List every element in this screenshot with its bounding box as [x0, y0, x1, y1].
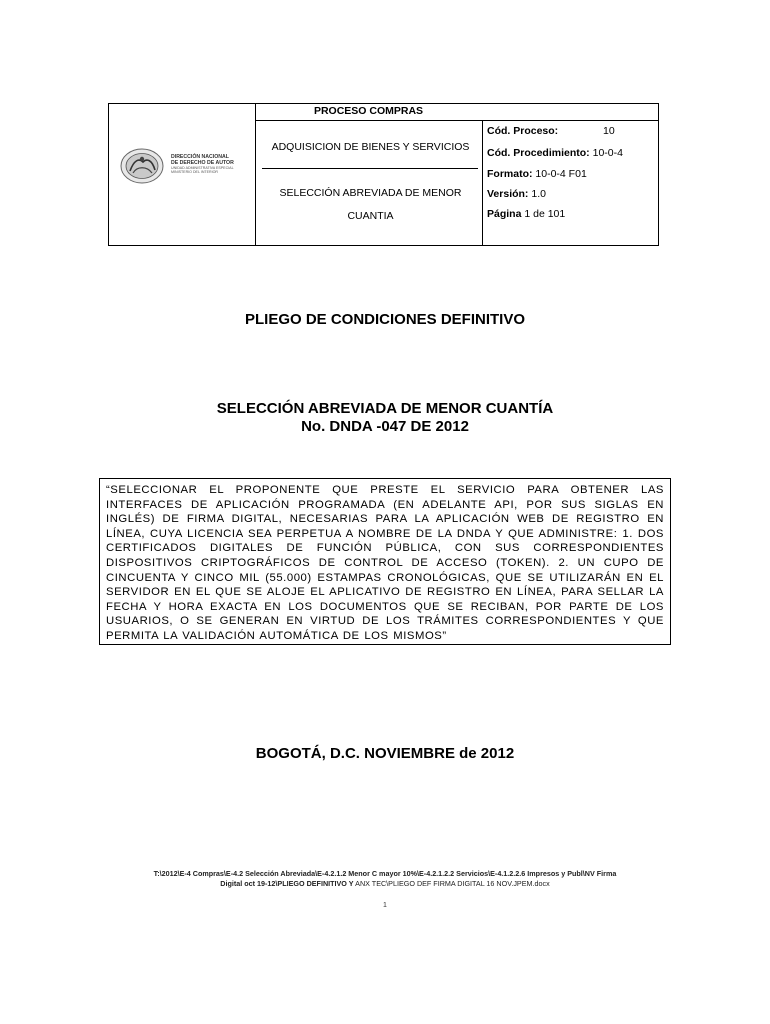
- version: [487, 188, 546, 200]
- version-label: Versión:: [487, 188, 529, 200]
- dnda-logo: [119, 146, 251, 188]
- place-date: BOGOTÁ, D.C. NOVIEMBRE de 2012: [255, 745, 515, 762]
- formato-value: 10-0-4 F01: [532, 168, 587, 180]
- document-title: PLIEGO DE CONDICIONES DEFINITIVO: [244, 311, 526, 328]
- subtitle-line-1: SELECCIÓN ABREVIADA DE MENOR CUANTÍA: [216, 400, 554, 417]
- pagina-value: 1 de 101: [521, 208, 566, 220]
- pagina: [487, 208, 565, 220]
- formato: [487, 168, 587, 180]
- formato-label: Formato:: [487, 168, 533, 180]
- procedure-name: [259, 182, 482, 228]
- version-value: 1.0: [528, 188, 546, 200]
- procedure-line-2: CUANTIA: [347, 210, 394, 222]
- file-path-footer: [100, 869, 670, 889]
- logo-line-1: DIRECCIÓN NACIONAL: [171, 154, 229, 160]
- cod-proceso-value: 10: [603, 125, 615, 137]
- page-number: 1: [383, 902, 387, 909]
- cod-procedimiento-value: 10-0-4: [589, 147, 623, 159]
- cod-procedimiento-label: Cód. Procedimiento:: [487, 147, 590, 159]
- header-table: [108, 103, 659, 246]
- footer-path-line-1: T:\2012\E-4 Compras\E-4.2 Selección Abreviada\E-4.2.1.2 Menor C mayor 10%\E-4.2.1.2.2 Servicios\E-4.1.2.2.6 Impresos y Publ\NV Firma: [153, 869, 617, 878]
- logo-line-2: DE DERECHO DE AUTOR: [171, 160, 234, 166]
- dnda-emblem-icon: [119, 146, 167, 186]
- logo-line-4: MINISTERIO DEL INTERIOR: [171, 170, 218, 174]
- document-subtitle: [0, 400, 770, 436]
- footer-path-line-2-bold: Digital oct 19-12\PLIEGO DEFINITIVO Y: [220, 879, 354, 888]
- object-box: [99, 478, 671, 645]
- subtitle-line-2: No. DNDA -047 DE 2012: [301, 418, 469, 435]
- cod-procedimiento: [487, 147, 623, 159]
- procedure-line-1: SELECCIÓN ABREVIADA DE MENOR: [279, 187, 462, 199]
- cod-proceso-label: Cód. Proceso:: [487, 125, 559, 137]
- subprocess-name: ADQUISICION DE BIENES Y SERVICIOS: [271, 141, 470, 153]
- object-text: “SELECCIONAR EL PROPONENTE QUE PRESTE EL SERVICIO PARA OBTENER LAS INTERFACES DE APLICACIÓN PROGRAMADA (EN ADELANTE API, POR SUS SIGLAS EN INGLÉS) DE FIRMA DIGITAL, NECESARIAS PARA LA APLICACIÓN WEB DE REGISTRO EN LÍNEA, CUYA LICENCIA SEA PERPETUA A NOMBRE DE LA DNDA Y QUE ADMINISTRE: 1. DOS CERTIFICADOS DIGITALES DE FUNCIÓN PÚBLICA, CON SUS CORRESPONDIENTES DISPOSITIVOS CRIPTOGRÁFICOS DE CONTROL DE ACCESO (TOKEN). 2. UN CUPO DE CINCUENTA Y CINCO MIL (55.000) ESTAMPAS CRONOLÓGICAS, QUE SE UTILIZARÁN EN EL SERVIDOR EN EL QUE SE ALOJE EL APLICATIVO DE REGISTRO EN LÍNEA, PARA SELLAR LA FECHA Y HORA EXACTA EN LOS DOCUMENTOS QUE SE RECIBAN, POR PARTE DE LOS USUARIOS, O SE GENERAN EN VIRTUD DE LOS TRÁMITES CORRESPONDIENTES Y QUE PERMITA LA VALIDACIÓN AUTOMÁTICA DE LOS MISMOS”: [106, 484, 664, 642]
- logo-line-3: UNIDAD ADMINISTRATIVA ESPECIAL: [171, 166, 234, 170]
- cod-proceso: [487, 125, 615, 137]
- pagina-label: Página: [487, 208, 522, 220]
- process-name: PROCESO COMPRAS: [313, 105, 424, 117]
- footer-path-line-2: ANX TEC\PLIEGO DEF FIRMA DIGITAL 16 NOV.JPEM.docx: [353, 879, 550, 888]
